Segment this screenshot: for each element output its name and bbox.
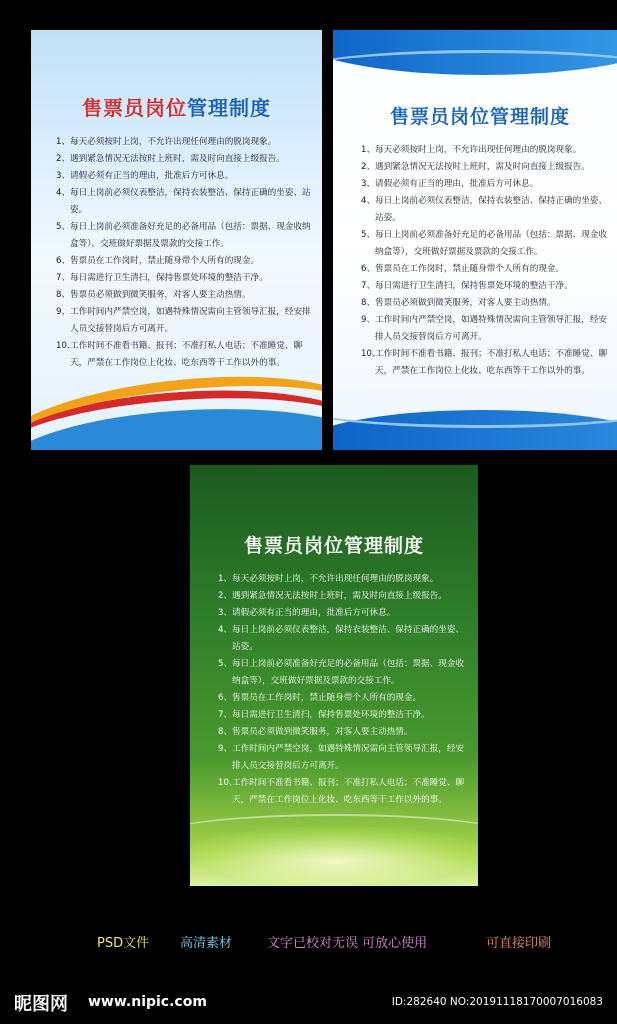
rule-number: 4、 (361, 196, 376, 206)
poster-title (31, 92, 322, 121)
rule-text: 每日上岗前必须仪表整洁，保持衣装整洁、保持正确的坐姿、站姿。 (70, 188, 311, 215)
rule-number: 6、 (361, 264, 376, 274)
poster-title: 售票员岗位管理制度 (389, 106, 570, 128)
poster-title: 售票员岗位管理制度 (243, 535, 424, 557)
rule-item (361, 312, 611, 346)
caption-hd: 高清素材 (180, 936, 233, 951)
rule-number: 5、 (361, 230, 376, 240)
image-id-text: ID:282640 NO:20191118170007016083 (391, 996, 603, 1008)
rule-number: 5、 (218, 659, 233, 669)
rule-item (361, 159, 611, 176)
rule-item (56, 338, 318, 372)
rule-text: 遇到紧急情况无法按时上班时，需及时向直接上级报告。 (375, 162, 590, 172)
poster-title-part: 售票员岗位 (82, 96, 187, 120)
rule-number: 10、 (56, 341, 76, 351)
rule-text: 每日需进行卫生清扫，保持售票处环境的整洁干净。 (375, 281, 573, 291)
rule-number: 3、 (361, 179, 376, 189)
rule-text: 每天必须按时上岗，不允许出现任何理由的脱岗现象。 (232, 574, 439, 584)
rule-item (56, 151, 318, 168)
rule-number: 2、 (56, 154, 71, 164)
rule-number: 7、 (218, 710, 233, 720)
decorative-band (333, 50, 617, 93)
rule-text: 工作时间内严禁空岗，如遇特殊情况需向主管领导汇报，经安排人员交接替岗后方可离开。 (375, 315, 608, 342)
rule-item (56, 134, 318, 151)
rule-item (218, 707, 470, 724)
rule-text: 请假必须有正当的理由，批准后方可休息。 (375, 179, 539, 189)
rule-number: 7、 (361, 281, 376, 291)
rule-text: 工作时间不准看书籍、报刊；不准打私人电话；不准睡觉、聊天，严禁在工作岗位上化妆、吃东西等干工作以外的事。 (375, 349, 608, 376)
rule-item (361, 295, 611, 312)
rule-item (218, 690, 470, 707)
poster-title-part: 管理制度 (187, 96, 271, 120)
rule-text: 每日上岗前必须仪表整洁，保持衣装整洁、保持正确的坐姿、站姿。 (232, 625, 465, 652)
rule-text: 工作时间内严禁空岗，如遇特殊情况需向主管领导汇报，经安排人员交接替岗后方可离开。 (232, 744, 465, 771)
rule-text: 售票员在工作岗时，禁止随身带个人所有的现金。 (232, 693, 422, 703)
rule-number: 4、 (218, 625, 233, 635)
rule-text: 售票员在工作岗时，禁止随身带个人所有的现金。 (375, 264, 565, 274)
rule-item (361, 142, 611, 159)
rule-item (56, 168, 318, 185)
poster-blue-light (31, 30, 322, 450)
site-url[interactable]: www.nipic.com (88, 994, 207, 1010)
rule-text: 每日上岗前必须仪表整洁，保持衣装整洁、保持正确的坐姿、站姿。 (375, 196, 608, 223)
rule-text: 每日需进行卫生清扫，保持售票处环境的整洁干净。 (70, 273, 268, 283)
rules-list (361, 142, 611, 380)
rule-item (218, 571, 470, 588)
rule-item (56, 287, 318, 304)
rule-number: 2、 (361, 162, 376, 172)
rule-text: 售票员必须做到微笑服务，对客人要主动热情。 (232, 727, 413, 737)
rule-number: 7、 (56, 273, 71, 283)
poster-blue-white (333, 30, 617, 450)
rule-number: 8、 (218, 727, 233, 737)
rule-item (218, 656, 470, 690)
caption-psd: PSD文件 (97, 936, 150, 951)
rule-item (218, 622, 470, 656)
rule-text: 售票员必须做到微笑服务，对客人要主动热情。 (70, 290, 251, 300)
rule-number: 1、 (361, 145, 376, 155)
feature-captions (0, 932, 617, 954)
rules-list (218, 571, 470, 809)
rule-item (56, 304, 318, 338)
rule-number: 6、 (218, 693, 233, 703)
rule-text: 遇到紧急情况无法按时上班时，需及时向直接上级报告。 (70, 154, 285, 164)
rule-text: 售票员在工作岗时，禁止随身带个人所有的现金。 (70, 256, 260, 266)
rule-item (218, 724, 470, 741)
rule-number: 8、 (56, 290, 71, 300)
site-logo: 昵图网 (14, 994, 68, 1015)
rule-number: 5、 (56, 222, 71, 232)
rule-item (218, 605, 470, 622)
rule-item (218, 741, 470, 775)
rule-number: 10、 (218, 778, 238, 788)
rule-text: 请假必须有正当的理由，批准后方可休息。 (232, 608, 396, 618)
rule-number: 6、 (56, 256, 71, 266)
rule-number: 10、 (361, 349, 381, 359)
rule-item (361, 278, 611, 295)
rule-number: 9、 (361, 315, 376, 325)
rule-item (56, 185, 318, 219)
rule-item (361, 227, 611, 261)
rule-text: 每天必须按时上岗，不允许出现任何理由的脱岗现象。 (375, 145, 582, 155)
decorative-wave (31, 360, 322, 450)
rule-text: 每日上岗前必须准备好充足的必备用品（包括：票据、现金收纳盒等），交班做好票据及票款的交接工作。 (375, 230, 608, 257)
rule-item (361, 346, 611, 380)
rule-number: 9、 (218, 744, 233, 754)
decorative-band (333, 385, 617, 428)
rule-text: 遇到紧急情况无法按时上班时，需及时向直接上级报告。 (232, 591, 447, 601)
rule-text: 工作时间内严禁空岗，如遇特殊情况需向主管领导汇报，经安排人员交接替岗后方可离开。 (70, 307, 311, 334)
rule-text: 工作时间不准看书籍、报刊；不准打私人电话；不准睡觉、聊天，严禁在工作岗位上化妆、吃东西等干工作以外的事。 (70, 341, 303, 368)
rule-number: 1、 (56, 137, 71, 147)
rule-number: 8、 (361, 298, 376, 308)
rule-number: 3、 (218, 608, 233, 618)
rule-item (361, 261, 611, 278)
rule-number: 2、 (218, 591, 233, 601)
rule-text: 工作时间不准看书籍、报刊；不准打私人电话；不准睡觉、聊天，严禁在工作岗位上化妆、吃东西等干工作以外的事。 (232, 778, 465, 805)
rule-item (56, 219, 318, 253)
rule-text: 售票员必须做到微笑服务，对客人要主动热情。 (375, 298, 556, 308)
rule-item (218, 775, 470, 809)
rule-item (56, 253, 318, 270)
rule-number: 4、 (56, 188, 71, 198)
rule-text: 每日上岗前必须准备好充足的必备用品（包括：票据、现金收纳盒等），交班做好票据及票款的交接工作。 (70, 222, 311, 249)
decorative-line (190, 814, 478, 856)
rule-item (361, 176, 611, 193)
rule-item (56, 270, 318, 287)
rule-number: 9、 (56, 307, 71, 317)
rule-text: 请假必须有正当的理由，批准后方可休息。 (70, 171, 234, 181)
caption-printable: 可直接印刷 (486, 936, 552, 951)
rule-text: 每天必须按时上岗，不允许出现任何理由的脱岗现象。 (70, 137, 277, 147)
rules-list (56, 134, 318, 372)
rule-item (361, 193, 611, 227)
rule-item (218, 588, 470, 605)
caption-proofread: 文字已校对无误 可放心使用 (267, 936, 428, 951)
poster-green (190, 465, 478, 886)
rule-text: 每日上岗前必须准备好充足的必备用品（包括：票据、现金收纳盒等），交班做好票据及票款的交接工作。 (232, 659, 465, 686)
rule-number: 1、 (218, 574, 233, 584)
rule-number: 3、 (56, 171, 71, 181)
rule-text: 每日需进行卫生清扫，保持售票处环境的整洁干净。 (232, 710, 430, 720)
